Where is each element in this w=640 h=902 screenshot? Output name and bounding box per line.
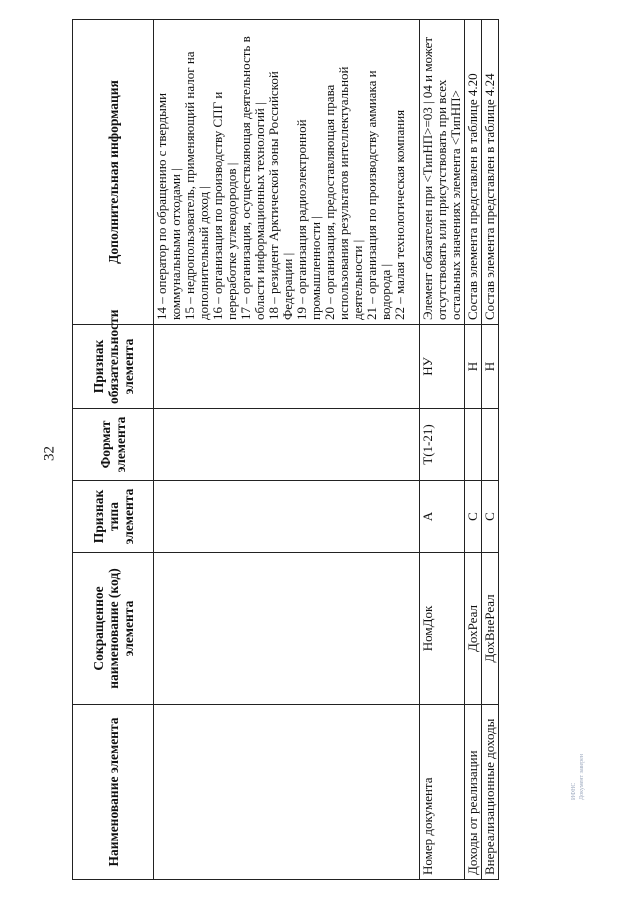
cell-format: T(1-21) bbox=[420, 409, 465, 481]
approval-stamp bbox=[570, 754, 586, 800]
rotated-table-frame bbox=[72, 20, 497, 880]
cell-short-name: ДохВнеРеал bbox=[482, 553, 499, 705]
info-line: 15 – недропользователь, применяющий налог на дополнительный доход | bbox=[182, 51, 211, 320]
continuation-info-cell bbox=[154, 20, 420, 325]
info-line: 21 – организация по производству аммиака и водорода | bbox=[364, 70, 393, 320]
page-number: 32 bbox=[41, 446, 58, 461]
cell-info: Элемент обязателен при <ТипНП>=03 | 04 и может отсутствовать или присутствовать при всех остальных значениях элемента <ТипНП> bbox=[420, 20, 465, 325]
header-required-flag: Признак обязательности элемента bbox=[73, 325, 154, 409]
stamp-line: Документ заверен bbox=[579, 753, 585, 800]
cell-name: Номер документа bbox=[420, 705, 465, 880]
info-line: 14 – оператор по обращению с твердыми коммунальными отходами | bbox=[154, 92, 183, 320]
header-name: Наименование элемента bbox=[73, 705, 154, 880]
table-row bbox=[465, 20, 482, 880]
cell-short-name: ДохРеал bbox=[465, 553, 482, 705]
elements-table bbox=[72, 19, 499, 880]
header-format: Формат элемента bbox=[73, 409, 154, 481]
cell-required-flag: Н bbox=[482, 325, 499, 409]
table-row bbox=[482, 20, 499, 880]
cell-info: Состав элемента представлен в таблице 4.20 bbox=[465, 20, 482, 325]
header-info: Дополнительная информация bbox=[73, 20, 154, 325]
cell-format bbox=[482, 409, 499, 481]
info-line: 22 – малая технологическая компания bbox=[392, 109, 407, 320]
info-line: 19 – организация радиоэлектронной промышленности | bbox=[294, 119, 323, 320]
cell-type-flag: С bbox=[465, 481, 482, 553]
info-line: 17 – организация, осуществляющая деятельность в области информационных технологий | bbox=[238, 36, 267, 320]
cell-required-flag: НУ bbox=[420, 325, 465, 409]
info-line: 18 – резидент Арктической зоны Российской Федерации | bbox=[266, 71, 295, 320]
cell-name: Доходы от реализации bbox=[465, 705, 482, 880]
table-row bbox=[420, 20, 465, 880]
header-type-flag: Признак типа элемента bbox=[73, 481, 154, 553]
cell-format bbox=[465, 409, 482, 481]
table-row-continuation bbox=[154, 20, 420, 880]
header-short-name: Сокращенное наименование (код) элемента bbox=[73, 553, 154, 705]
stamp-line: ИФНС bbox=[571, 782, 577, 800]
cell-type-flag: А bbox=[420, 481, 465, 553]
info-line: 20 – организация, предоставляющая права использования результатов интеллектуальной деятельности | bbox=[322, 66, 365, 320]
info-line: 16 – организация по производству СПГ и переработке углеводородов | bbox=[210, 91, 239, 320]
cell-required-flag: Н bbox=[465, 325, 482, 409]
cell-type-flag: С bbox=[482, 481, 499, 553]
cell-short-name: НомДок bbox=[420, 553, 465, 705]
cell-name: Внереализационные доходы bbox=[482, 705, 499, 880]
cell-info: Состав элемента представлен в таблице 4.24 bbox=[482, 20, 499, 325]
table-header-row bbox=[73, 20, 154, 880]
